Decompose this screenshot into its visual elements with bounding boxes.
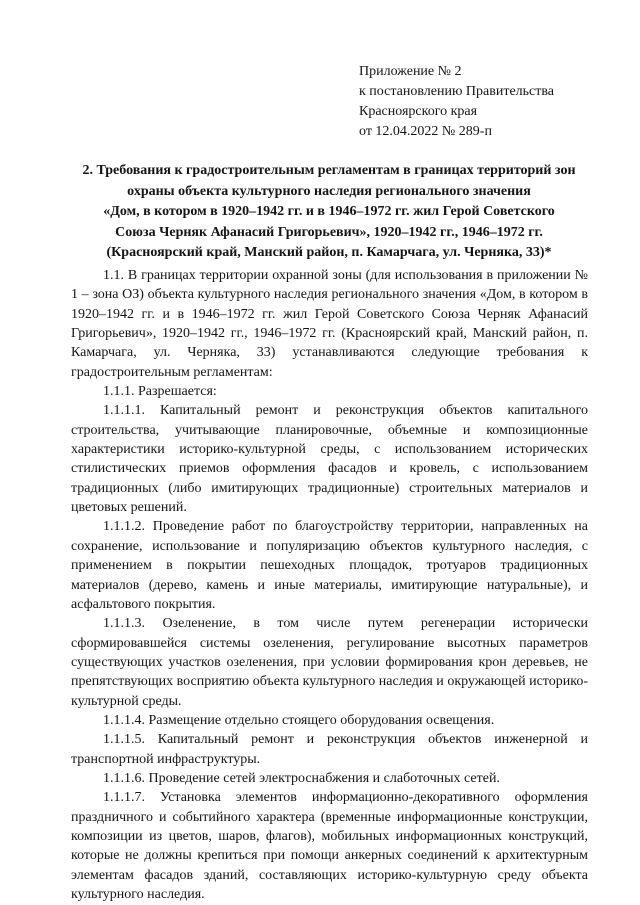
paragraph-1-1-1: 1.1.1. Разрешается:: [103, 384, 217, 400]
section-title-line: «Дом, в котором в 1920–1942 гг. и в 1946–1972 гг. жил Герой Советского: [103, 204, 555, 219]
document-body: [71, 266, 588, 904]
section-title-line: Союза Черняк Афанасий Григорьевич», 1920–1942 гг., 1946–1972 гг.: [115, 224, 543, 240]
section-title: [66, 161, 592, 264]
appendix-number: Приложение № 2: [359, 64, 462, 79]
paragraph-1-1-1-6: 1.1.1.6. Проведение сетей электроснабжения и слаботочных сетей.: [103, 770, 500, 786]
section-title-line: 2. Требования к градостроительным регламентам в границах территорий зон: [82, 163, 576, 178]
appendix-date: от 12.04.2022 № 289-п: [359, 124, 492, 139]
appendix-resolution: к постановлению Правительства: [359, 84, 555, 99]
section-title-line: (Красноярский край, Манский район, п. Камарчага, ул. Черняка, 33)*: [106, 245, 552, 260]
paragraph-1-1-1-2: 1.1.1.2. Проведение работ по благоустройству территории, направленных на сохранение, использование и популяризацию объектов культурного наследия, с применением в покрытии пешеходных площадок, тротуаров традиционных материалов (дерево, камень и иные материалы, имитирующие натуральные), и асфальтового покрытия.: [71, 519, 588, 612]
appendix-region: Красноярского края: [359, 104, 478, 119]
appendix-header: [359, 62, 554, 142]
paragraph-1-1: 1.1. В границах территории охранной зоны (для использования в приложении № 1 – зона ОЗ) объекта культурного наследия регионального значения «Дом, в котором в 1920–1942 гг. и в 1946–1972 гг. жил Герой Советского Союза Черняк Афанасий Григорьевич», 1920–1942 гг., 1946–1972 гг. (Красноярский край, Манский район, п. Камарчага, ул. Черняка, 33) устанавливаются следующие требования к градостроительным регламентам:: [71, 268, 588, 380]
paragraph-1-1-1-3: 1.1.1.3. Озеленение, в том числе путем регенерации исторически сформировавшейся системы озеленения, регулирование высотных параметров существующих участков озеленения, при условии формирования крон деревьев, не препятствующих восприятию объекта культурного наследия и окружающей историко-культурной среды.: [71, 616, 588, 709]
paragraph-1-1-1-7: 1.1.1.7. Установка элементов информационно-декоративного оформления праздничного и событийного характера (временные информационные конструкции, композиции из цветов, шаров, флагов), мобильных информационных конструкций, которые не должны крепиться при помощи анкерных соединений к архитектурным элементам фасадов зданий, составляющих историко-культурную среду объекта культурного наследия.: [71, 790, 588, 902]
section-title-line: охраны объекта культурного наследия регионального значения: [127, 183, 531, 199]
paragraph-1-1-1-1: 1.1.1.1. Капитальный ремонт и реконструкция объектов капитального строительства, учитывающие планировочные, объемные и композиционные характеристики историко-культурной среды, с использованием исторических стилистических приемов оформления фасадов и кровель, с использованием традиционных (либо имитирующих традиционные) строительных материалов и цветовых решений.: [71, 403, 588, 516]
paragraph-1-1-1-5: 1.1.1.5. Капитальный ремонт и реконструкция объектов инженерной и транспортной инфраструктуры.: [71, 732, 588, 767]
paragraph-1-1-1-4: 1.1.1.4. Размещение отдельно стоящего оборудования освещения.: [103, 712, 495, 728]
